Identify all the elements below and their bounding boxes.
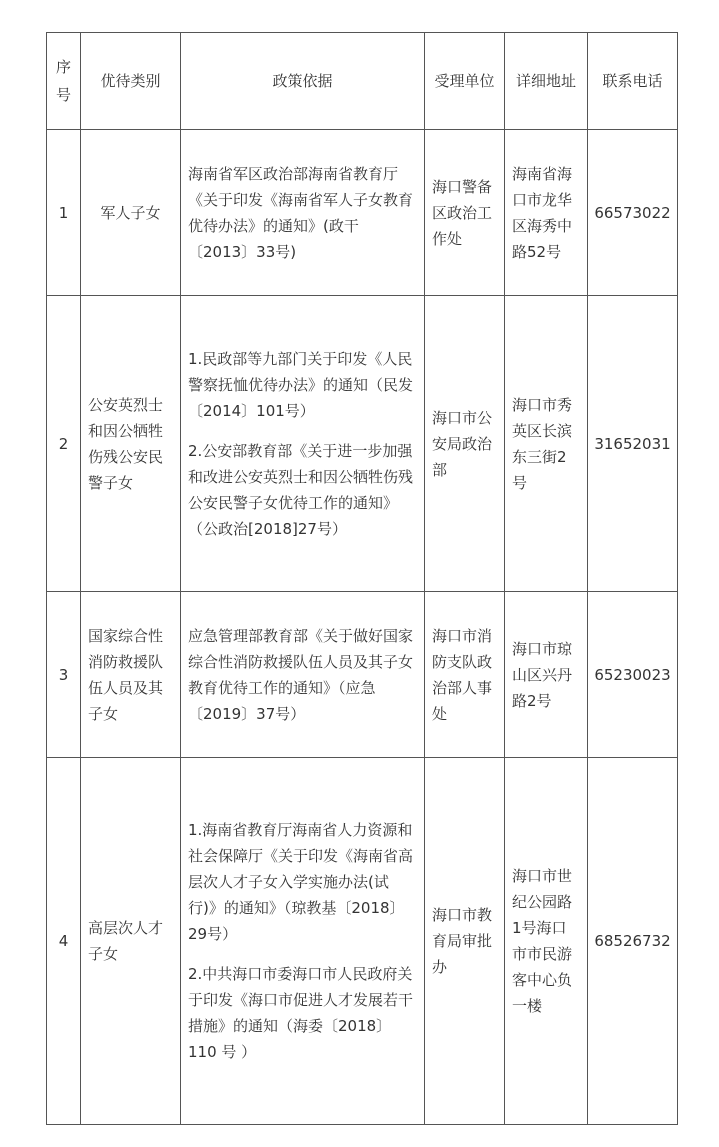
row-category: 高层次人才子女 [81,758,181,1125]
row-policy [181,592,425,758]
header-category: 优待类别 [81,33,181,130]
row-policy [181,130,425,296]
header-policy: 政策依据 [181,33,425,130]
policy-item: 2.公安部教育部《关于进一步加强和改进公安英烈士和因公牺牲伤残公安民警子女优待工作的通知》（公政治[2018]27号） [188,441,414,538]
table-row [47,758,678,1125]
header-address: 详细地址 [505,33,588,130]
header-seq [47,33,81,130]
row-address: 海南省海口市龙华区海秀中路52号 [505,130,588,296]
row-phone: 68526732 [588,758,678,1125]
row-unit: 海口市公安局政治部 [425,296,505,592]
row-seq: 4 [47,758,81,1125]
row-category: 公安英烈士和因公牺牲伤残公安民警子女 [81,296,181,592]
table-row [47,592,678,758]
header-unit: 受理单位 [425,33,505,130]
row-unit: 海口警备区政治工作处 [425,130,505,296]
row-seq: 2 [47,296,81,592]
policy-item: 应急管理部教育部《关于做好国家综合性消防救援队伍人员及其子女教育优待工作的通知》（应急〔2019〕37号） [188,626,414,723]
policy-item: 2.中共海口市委海口市人民政府关于印发《海口市促进人才发展若干措施》的通知（海委〔2018〕110 号 ） [188,965,414,1061]
table-row [47,130,678,296]
row-address: 海口市秀英区长滨东三街2号 [505,296,588,592]
row-seq: 3 [47,592,81,758]
policy-item: 海南省军区政治部海南省教育厅《关于印发《海南省军人子女教育优待办法》的通知》(政干〔2013〕33号) [188,164,414,261]
header-phone: 联系电话 [588,33,678,130]
row-address: 海口市琼山区兴丹路2号 [505,592,588,758]
header-row [47,33,678,130]
row-seq: 1 [47,130,81,296]
row-unit: 海口市消防支队政治部人事处 [425,592,505,758]
policy-item: 1.海南省教育厅海南省人力资源和社会保障厅《关于印发《海南省高层次人才子女入学实施办法(试行)》的通知》（琼教基〔2018〕29号） [188,821,414,943]
policy-table [46,32,678,1125]
row-phone: 31652031 [588,296,678,592]
row-category: 军人子女 [81,130,181,296]
header-seq-line1: 序 [55,58,71,76]
row-category: 国家综合性消防救援队伍人员及其子女 [81,592,181,758]
row-policy [181,296,425,592]
row-phone: 66573022 [588,130,678,296]
table-row [47,296,678,592]
header-seq-line2: 号 [55,86,71,104]
row-address: 海口市世纪公园路1号海口市市民游客中心负一楼 [505,758,588,1125]
policy-item: 1.民政部等九部门关于印发《人民警察抚恤优待办法》的通知（民发〔2014〕101号） [188,349,414,420]
row-phone: 65230023 [588,592,678,758]
row-unit: 海口市教育局审批办 [425,758,505,1125]
row-policy [181,758,425,1125]
